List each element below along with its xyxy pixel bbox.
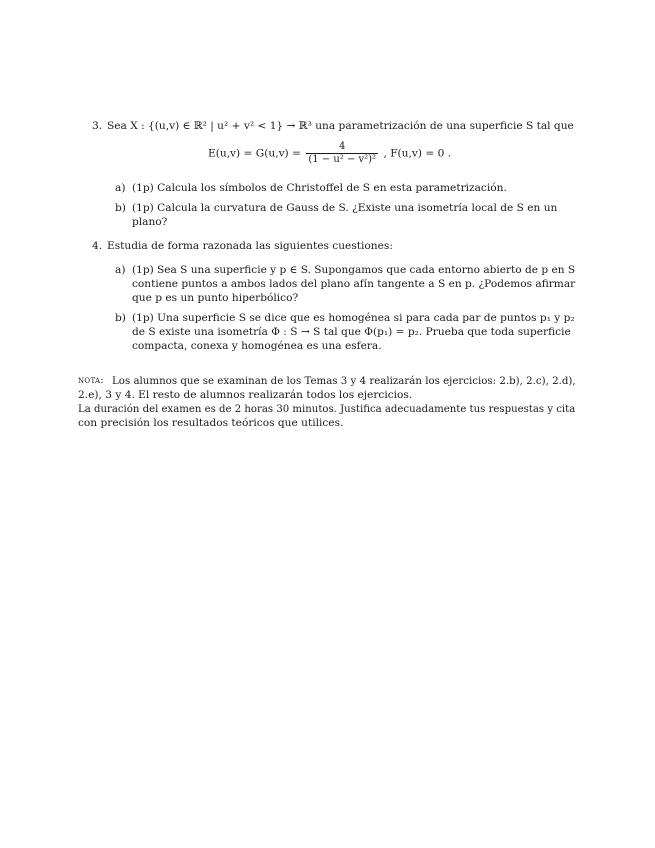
- problem-4-number: 4.: [92, 240, 103, 252]
- note-label: nota:: [78, 375, 104, 386]
- problem-3b-line-1: (1p) Calcula la curvatura de Gauss de S. ¿Existe una isometría local de S en un: [132, 202, 558, 214]
- problem-3-intro: Sea X : {(u,v) ∈ ℝ² | u² + v² < 1} → ℝ³ una parametrización de una superficie S tal que: [107, 120, 574, 132]
- formula-numerator: 4: [306, 141, 378, 154]
- problem-4-intro: Estudia de forma razonada las siguientes cuestiones:: [107, 240, 393, 252]
- problem-4b-line-1: (1p) Una superficie S se dice que es homogénea si para cada par de puntos p₁ y p₂: [132, 312, 575, 324]
- problem-4a-line-1: (1p) Sea S una superficie y p ∈ S. Supongamos que cada entorno abierto de p en S: [132, 264, 576, 276]
- problem-3a-line-1: (1p) Calcula los símbolos de Christoffel de S en esta parametrización.: [132, 182, 507, 194]
- problem-4a-line-2: contiene puntos a ambos lados del plano afín tangente a S en p. ¿Podemos afirmar: [132, 278, 576, 290]
- problem-3b-marker: b): [115, 202, 126, 214]
- problem-3a-marker: a): [115, 182, 126, 194]
- problem-4a-marker: a): [115, 264, 126, 276]
- formula-right: , F(u,v) = 0 .: [383, 147, 452, 160]
- note-line-2: 2.e), 3 y 4. El resto de alumnos realizarán todos los ejercicios.: [78, 389, 413, 401]
- formula-left: E(u,v) = G(u,v) =: [208, 147, 301, 160]
- problem-3-formula: [208, 141, 451, 166]
- note-line-3: La duración del examen es de 2 horas 30 minutos. Justifica adecuadamente tus respuestas y cita: [78, 403, 576, 415]
- formula-denominator: (1 − u² − v²)²: [308, 154, 377, 165]
- problem-3-number: 3.: [92, 120, 103, 132]
- problem-4b-line-3: compacta, conexa y homogénea es una esfera.: [132, 340, 382, 352]
- formula-fraction: [306, 141, 378, 166]
- problem-4b-line-2: de S existe una isometría Φ : S → S tal que Φ(p₁) = p₂. Prueba que toda superficie: [132, 326, 571, 338]
- problem-4b-marker: b): [115, 312, 126, 324]
- note-line-1: Los alumnos que se examinan de los Temas 3 y 4 realizarán los ejercicios: 2.b), 2.c), 2.d),: [112, 375, 576, 387]
- note-line-4: con precisión los resultados teóricos que utilices.: [78, 417, 344, 429]
- problem-4a-line-3: que p es un punto hiperbólico?: [132, 292, 299, 304]
- problem-3b-line-2: plano?: [132, 216, 168, 228]
